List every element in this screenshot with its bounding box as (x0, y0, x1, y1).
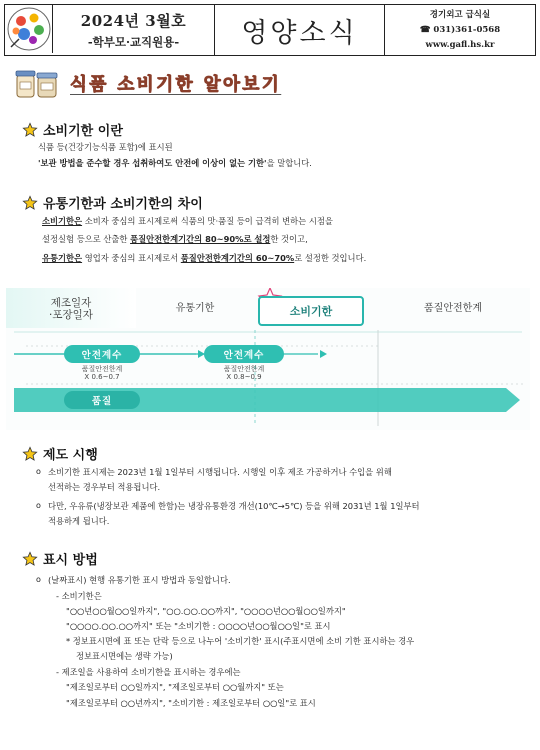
issue-audience: -학부모·교직원용- (87, 35, 180, 49)
consume-by-desc-2: 설정실험 등으로 산출한 (42, 234, 131, 244)
contact-info (385, 5, 535, 55)
issue-date: 2024년 3월호 (80, 12, 187, 30)
labeling-line: (날짜표시) 현행 유통기한 표시 방법과 동일합니다. (48, 575, 231, 585)
labeling-line: 정보표시면에는 생략 가능) (76, 651, 173, 661)
bullet-circle-icon: o (36, 575, 41, 584)
labeling-intro (36, 573, 231, 588)
newsletter-title: 영양소식 (215, 5, 385, 55)
labeling-line: "제조일로부터 ○○년까지", "소비기한 : 제조일로부터 ○○일"로 표시 (66, 698, 316, 708)
implementation-item-2-line-1: 다만, 우유류(냉장보관 제품에 한함)는 냉장유통환경 개선(10℃→5℃) 등을 위해 2031년 1월 1일부터 (48, 501, 420, 511)
star-icon (22, 122, 38, 138)
phone-number: ☎ 031)361-0568 (419, 24, 501, 35)
col-quality-limit: 품질안전한계 (424, 303, 482, 314)
bullet-circle-icon: o (36, 467, 41, 476)
implementation-item-1-line-1: 소비기한 표시제는 2023년 1월 1일부터 시행됩니다. 시행일 이후 제조 가공하거나 수입을 위해 (48, 467, 392, 477)
bullet-circle-icon: o (36, 501, 41, 510)
labeling-line: - 소비기한은 (56, 591, 102, 601)
labeling-line: "○○년○○월○○일까지", "○○.○○.○○까지", "○○○○년○○월○○일까지" (66, 606, 346, 616)
food-jars-icon (14, 66, 60, 100)
safety-factor-note-1a: 품질안전한계 (81, 365, 123, 373)
website-link[interactable]: www.gafl.hs.kr (425, 39, 495, 50)
star-icon (22, 446, 38, 462)
consume-by-term: 소비기한은 (42, 216, 83, 226)
consume-by-desc: 소비자 중심의 표시제로써 식품의 맛·품질 등이 급격히 변하는 시점을 (82, 216, 333, 226)
topic-banner (14, 66, 314, 100)
labeling-line: - 제조일을 사용하여 소비기한을 표시하는 경우에는 (56, 667, 241, 677)
sell-by-term: 유통기한은 (42, 253, 83, 263)
labeling-line: "제조일로부터 ○○일까지", "제조일로부터 ○○월까지" 또는 (66, 682, 284, 692)
labeling-line: "○○○○.○○.○○까지" 또는 "소비기한 : ○○○○년○○월○○일"로 표시 (66, 621, 331, 631)
safety-factor-note-2b: X 0.8~0.9 (226, 373, 262, 381)
topic-title: 식품 소비기한 알아보기 (70, 74, 282, 95)
section-heading-implementation (22, 444, 98, 463)
safety-factor-note-1b: X 0.6~0.7 (84, 373, 120, 381)
sell-by-tail: 로 설정한 것입니다. (294, 253, 367, 263)
section-heading-labeling (22, 549, 98, 568)
section-heading-text: 표시 방법 (43, 553, 98, 568)
section-heading-definition (22, 120, 123, 139)
safety-factor-pill-2: 안전계수 (204, 345, 284, 363)
consume-by-line-1 (42, 215, 333, 227)
school-logo (5, 5, 53, 53)
labeling-line: * 정보표시면에 표 또는 단락 등으로 나누어 '소비기한' 표시(주표시면에 소비 기한 표시하는 경우 (66, 636, 415, 646)
definition-emphasis: '보관 방법을 준수할 경우 섭취하여도 안전에 이상이 없는 기한' (38, 158, 267, 168)
section-heading-difference (22, 193, 203, 212)
implementation-item-1-line-2: 선적하는 경우부터 적용됩니다. (48, 481, 161, 492)
food-logo-icon (5, 5, 53, 53)
shelf-life-diagram (6, 288, 530, 430)
star-icon (22, 551, 38, 567)
issue-info (53, 5, 215, 55)
quality-pill: 품질 (64, 391, 140, 409)
definition-line-1: 식품 등(건강기능식품 포함)에 표시된 (38, 142, 173, 152)
col-manufacture-label: 제조일자 ·포장일자 (49, 297, 93, 321)
definition-line-2 (38, 157, 312, 169)
consume-by-line-2 (42, 233, 308, 245)
definition-tail: 을 말합니다. (266, 158, 312, 168)
safety-factor-note-2a: 품질안전한계 (223, 365, 265, 373)
sell-by-line (42, 252, 366, 264)
safety-factor-note-2 (198, 365, 290, 381)
sell-by-ratio: 품질안전한계기간의 60~70% (180, 253, 295, 263)
section-heading-text: 제도 시행 (43, 448, 98, 463)
newsletter-header (4, 4, 536, 56)
school-name: 경기외고 급식실 (429, 9, 491, 20)
implementation-item-2 (36, 499, 420, 528)
sell-by-desc: 영업자 중심의 표시제로서 (82, 253, 181, 263)
col-manufacture-date (16, 288, 126, 330)
section-heading-text: 유통기한과 소비기한의 차이 (43, 197, 203, 212)
section-heading-text: 소비기한 이란 (43, 124, 123, 139)
implementation-item-2-line-2: 적용하게 됩니다. (48, 515, 110, 526)
safety-factor-note-1 (56, 365, 148, 381)
safety-factor-pill-1: 안전계수 (64, 345, 140, 363)
col-sell-by: 유통기한 (175, 303, 215, 314)
col-consume-by: 소비기한 (258, 296, 364, 326)
implementation-item-1 (36, 465, 392, 494)
consume-by-tail: 한 것이고, (270, 234, 308, 244)
consume-by-ratio: 품질안전한계기간의 80~90%로 설정 (130, 234, 271, 244)
star-icon (22, 195, 38, 211)
